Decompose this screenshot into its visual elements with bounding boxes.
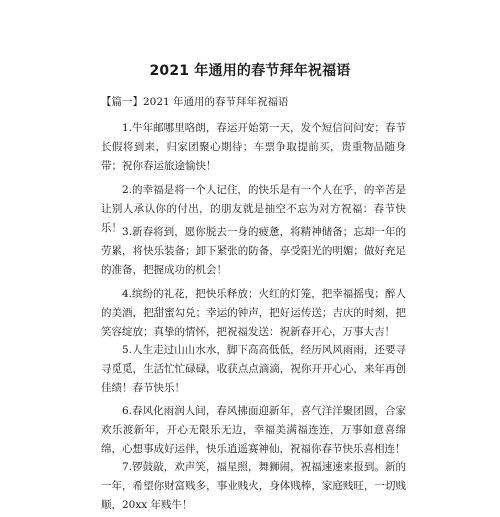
paragraph-3: 3.新春将到，愿你脱去一身的疲惫，将精神储备；忘却一年的劳累，将快乐装备；卸下紧张的防备，享受阳光的明媚；做好充足的准备，把握成功的机会！ xyxy=(101,226,406,276)
paragraph-7: 7.锣鼓敲，欢声笑，福星照，舞狮闹，祝福速速来报到。新的一年，希望你财富贱多，事业贱火，身体贱棒，家庭贱旺，一切贱顺，20xx 年贱牛！ xyxy=(101,461,406,511)
document-title: 2021 年通用的春节拜年祝福语 xyxy=(149,63,351,79)
section-heading: 【篇一】2021 年通用的春节拜年祝福语 xyxy=(101,96,289,108)
paragraph-1: 1.牛年邮哪里咯朗，春运开始第一天，发个短信问问安；春节长假将到来，归家团聚心期待；车票争取提前买，贵重物品随身带；祝你春运旅途愉快！ xyxy=(101,122,406,172)
paragraph-5: 5.人生走过山山水水，脚下高高低低，经历风风雨雨，还要寻寻觅觅，生活忙忙碌碌，收获点点滴滴，祝你开开心心，来年再创佳绩！春节快乐！ xyxy=(101,344,406,394)
paragraph-4: 4.缤纷的礼花，把快乐释放；火红的灯笼，把幸福摇曳；醉人的美酒，把甜蜜勾兑；幸运的钟声，把好运传送；吉庆的时刻，把笑容绽放；真挚的情怀，把祝福发送：祝新春开心，万事大吉！ xyxy=(101,288,406,338)
paragraph-2: 2.的幸福是将一个人记住，的快乐是有一个人在乎，的辛苦是让别人承认你的付出，的朋友就是抽空不忘为对方祝福：春节快乐！ xyxy=(101,184,406,234)
paragraph-6: 6.春风化雨润人间，春风拂面迎新年，喜气洋洋聚团圆，合家欢乐渡新年，开心无限乐无边，幸福美满福连连，万事如意喜绵绵，心想事成好运伴，快乐逍遥赛神仙，祝福你春节快乐喜相连！ xyxy=(101,405,406,455)
